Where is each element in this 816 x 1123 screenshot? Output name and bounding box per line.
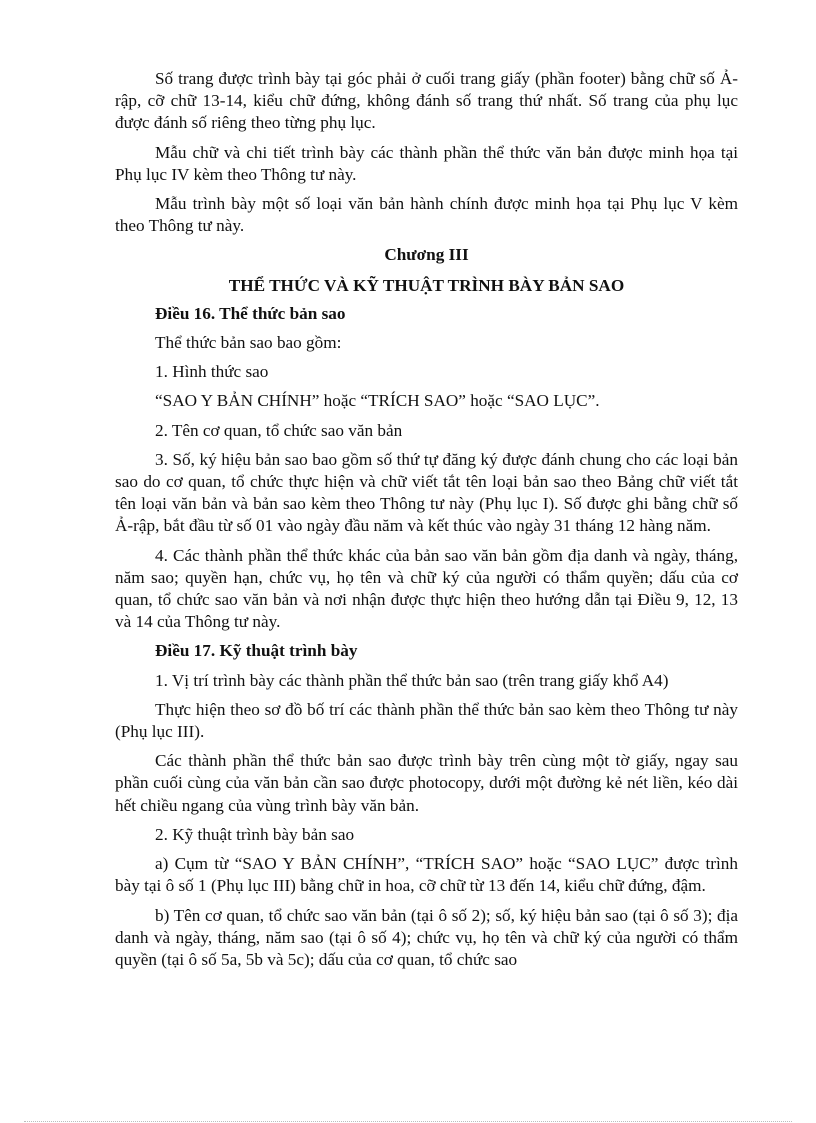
paragraph-appendix-iv: Mẫu chữ và chi tiết trình bày các thành phần thể thức văn bản được minh họa tại Phụ lục IV kèm theo Thông tư này. [115, 142, 738, 184]
chapter-title: THỂ THỨC VÀ KỸ THUẬT TRÌNH BÀY BẢN SAO [228, 275, 625, 295]
chapter-label: Chương III [384, 245, 469, 265]
article-17-paragraph: a) Cụm từ “SAO Y BẢN CHÍNH”, “TRÍCH SAO” hoặc “SAO LỤC” được trình bày tại ô số 1 (Phụ lục III) bằng chữ in hoa, cỡ chữ từ 13 đến 14, kiểu chữ đứng, đậm. [115, 854, 738, 896]
article-16-paragraph: 3. Số, ký hiệu bản sao bao gồm số thứ tự đăng ký được đánh chung cho các loại bản sao do cơ quan, tổ chức thực hiện và chữ viết tắt tên loại bản sao theo Bảng chữ viết tắt tên loại văn bản và bản sao kèm theo Thông tư này (Phụ lục I). Số được ghi bằng chữ số Ả-rập, bắt đầu từ số 01 vào ngày đầu năm và kết thúc vào ngày 31 tháng 12 hàng năm. [115, 449, 738, 536]
article-17-paragraph: 1. Vị trí trình bày các thành phần thể thức bản sao (trên trang giấy khổ A4) [155, 670, 669, 690]
article-17-paragraph: 2. Kỹ thuật trình bày bản sao [155, 824, 355, 844]
article-17-paragraph: Các thành phần thể thức bản sao được trình bày trên cùng một tờ giấy, ngay sau phần cuối cùng của văn bản cần sao được photocopy, dưới một đường kẻ nét liền, kéo dài hết chiều ngang của vùng trình bày văn bản. [115, 751, 738, 815]
article-16-heading: Điều 16. Thể thức bản sao [155, 303, 346, 323]
paragraph-page-numbering: Số trang được trình bày tại góc phải ở cuối trang giấy (phần footer) bằng chữ số Ả-rập, cỡ chữ 13-14, kiểu chữ đứng, không đánh số trang thứ nhất. Số trang của phụ lục được đánh số riêng theo từng phụ lục. [115, 69, 738, 133]
article-16-paragraph: 2. Tên cơ quan, tổ chức sao văn bản [155, 420, 403, 440]
document-page [115, 68, 738, 978]
article-16-paragraph: Thể thức bản sao bao gồm: [155, 333, 342, 353]
article-17-paragraph: b) Tên cơ quan, tổ chức sao văn bản (tại ô số 2); số, ký hiệu bản sao (tại ô số 3); địa danh và ngày, tháng, năm sao (tại ô số 4); chức vụ, họ tên và chữ ký của người có thẩm quyền (tại ô số 5a, 5b và 5c); dấu của cơ quan, tổ chức sao [115, 905, 738, 969]
article-16-paragraph: 1. Hình thức sao [155, 362, 269, 382]
article-16-paragraph: “SAO Y BẢN CHÍNH” hoặc “TRÍCH SAO” hoặc “SAO LỤC”. [155, 391, 600, 411]
article-17-heading: Điều 17. Kỹ thuật trình bày [155, 641, 358, 661]
paragraph-appendix-v: Mẫu trình bày một số loại văn bản hành chính được minh họa tại Phụ lục V kèm theo Thông tư này. [115, 194, 738, 236]
article-16-paragraph: 4. Các thành phần thể thức khác của bản sao văn bản gồm địa danh và ngày, tháng, năm sao; quyền hạn, chức vụ, họ tên và chữ ký của người có thẩm quyền; dấu của cơ quan, tổ chức sao văn bản và nơi nhận được thực hiện theo hướng dẫn tại Điều 9, 12, 13 và 14 của Thông tư này. [115, 545, 738, 632]
page-bottom-divider [24, 1121, 792, 1122]
article-17-paragraph: Thực hiện theo sơ đồ bố trí các thành phần thể thức bản sao kèm theo Thông tư này (Phụ lục III). [115, 699, 738, 742]
